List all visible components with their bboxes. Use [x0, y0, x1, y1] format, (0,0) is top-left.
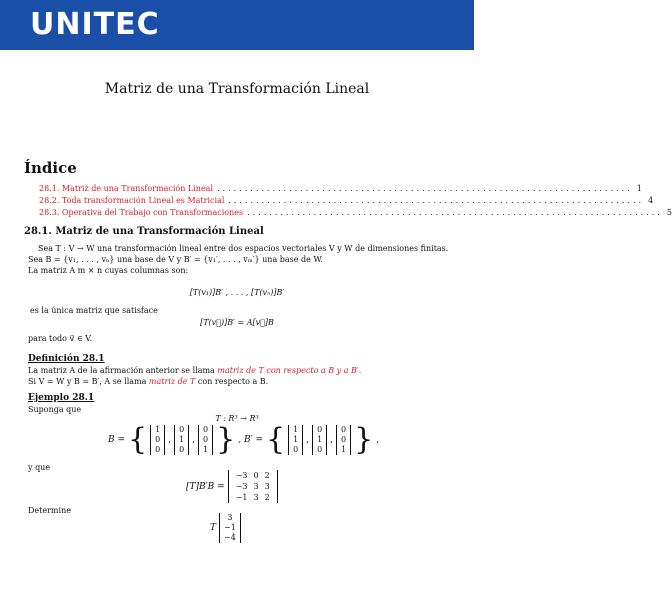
- toc-leader: ...........................................................................: [217, 184, 633, 193]
- equation-defining: [T(v⃗)]B′ = A[v⃗]B: [200, 318, 274, 327]
- header-banner: [0, 0, 474, 54]
- brace-close: }: [216, 422, 236, 457]
- example-and: y que: [28, 463, 51, 472]
- definition-heading: Definición 28.1: [28, 354, 105, 364]
- definition-line: [28, 365, 361, 376]
- definition-term: matriz de T: [148, 377, 196, 386]
- basis-vector: 1 1 0: [288, 425, 303, 455]
- target-row: [210, 513, 241, 543]
- basis-b-label: B =: [108, 435, 126, 445]
- brace-open: {: [128, 422, 148, 457]
- matrix-label: [T]B′B =: [186, 481, 225, 492]
- target-vector: 3 −1 −4: [219, 513, 241, 543]
- bases-row: B = { 1 0 0 , 0 1 0 , 0 0 1 } , B′ = { 1 1 0 , 0 1 0 , 0 0 1 } ,: [108, 422, 380, 457]
- toc-leader: ...........................................................................: [247, 208, 663, 217]
- paragraph-line: La matriz A m × n cuyas columnas son:: [28, 266, 189, 275]
- toc-entry[interactable]: [39, 184, 642, 193]
- brace-close: }: [354, 422, 374, 457]
- definition-text: La matriz A de la afirmación anterior se llama: [28, 366, 218, 375]
- map-equation: T : R³ → R³: [215, 414, 259, 423]
- basis-vector: 0 1 0: [312, 425, 327, 455]
- basis-vector: 0 0 1: [198, 425, 213, 455]
- example-heading: Ejemplo 28.1: [28, 393, 95, 403]
- toc-page: 5: [666, 208, 672, 217]
- document-title: Matriz de una Transformación Lineal: [104, 81, 370, 97]
- toc-leader: ...........................................................................: [228, 196, 645, 205]
- example-determine: Determine: [28, 506, 71, 515]
- basis-vector: 1 0 0: [150, 425, 165, 455]
- example-intro: Suponga que: [28, 405, 82, 414]
- basis-bp-label: , B′ =: [238, 435, 264, 445]
- basis-vector: 0 1 0: [174, 425, 189, 455]
- transformation-matrix: −3 0 2 −3 3 3 −1 3 2: [228, 470, 278, 503]
- toc-heading: Índice: [24, 159, 77, 177]
- definition-term: matriz de T con respecto a B y a B′.: [217, 366, 362, 375]
- basis-vector: 0 0 1: [336, 425, 351, 455]
- t-label: T: [210, 523, 217, 533]
- definition-text: con respecto a B.: [195, 377, 269, 386]
- toc-link[interactable]: 28.2. Toda transformación Lineal es Matricial: [39, 196, 225, 205]
- toc-page: 1: [636, 184, 642, 193]
- toc-link[interactable]: 28.3. Operativa del Trabajo con Transformaciones: [39, 208, 244, 217]
- unitec-logo: UNITEC: [30, 7, 160, 42]
- definition-line: [28, 376, 268, 387]
- paragraph-line: para todo v⃗ ∈ V.: [28, 334, 93, 343]
- definition-text: Si V = W y B = B′, A se llama: [28, 377, 149, 386]
- toc-link[interactable]: 28.1. Matriz de una Transformación Lineal: [39, 184, 214, 193]
- paragraph-line: es la única matriz que satisface: [30, 306, 158, 315]
- brace-open: {: [266, 422, 286, 457]
- toc-page: 4: [648, 196, 654, 205]
- paragraph-line: Sea B = {v₁, . . . , vₙ} una base de V y B′ = {v₁′, . . . , vₘ′} una base de W.: [28, 255, 323, 264]
- toc-entry[interactable]: [39, 196, 654, 205]
- paragraph-line: Sea T : V → W una transformación lineal entre dos espacios vectoriales V y W de dimensiones finitas.: [38, 244, 449, 253]
- section-heading: 28.1. Matriz de una Transformación Lineal: [24, 226, 264, 237]
- toc-entry[interactable]: [39, 208, 672, 217]
- matrix-row: [186, 470, 278, 503]
- equation-columns: [T(v₁)]B′ , . . . , [T(vₙ)]B′: [189, 288, 285, 297]
